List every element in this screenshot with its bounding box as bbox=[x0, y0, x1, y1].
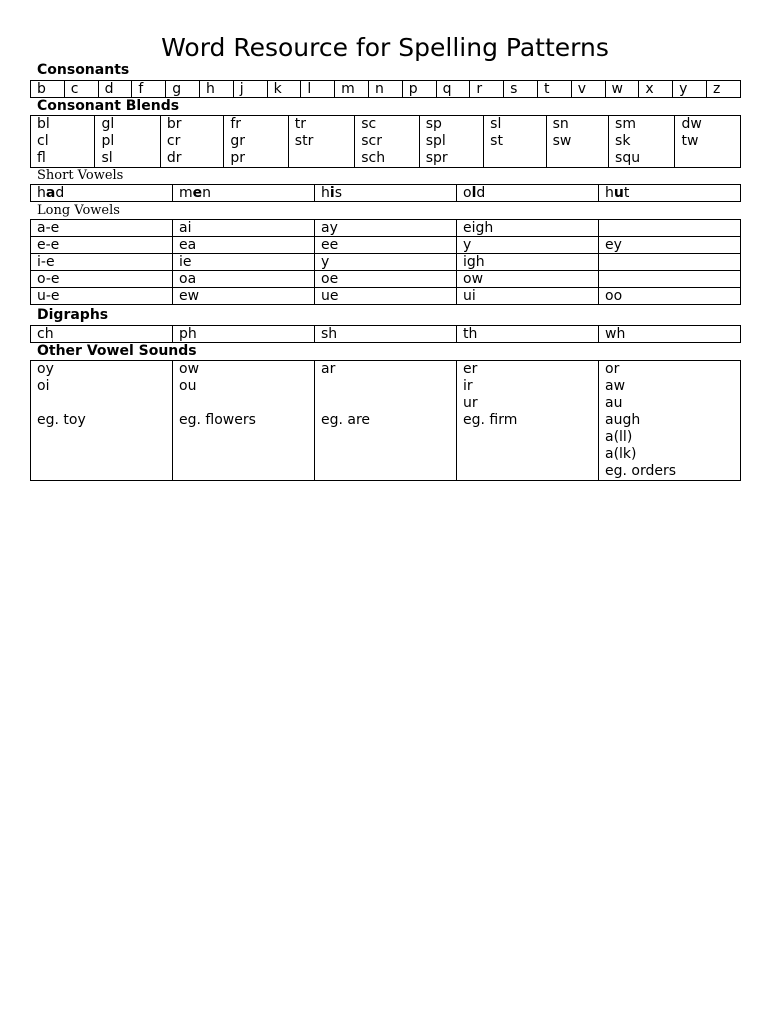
long-vowel-cell: ue bbox=[315, 288, 457, 305]
other-vowel-item bbox=[321, 429, 456, 446]
table-row bbox=[31, 288, 741, 305]
other-vowel-item: ow bbox=[179, 361, 200, 377]
consonant-cell: h bbox=[199, 81, 233, 98]
blend-item: dr bbox=[166, 150, 182, 166]
long-vowel-cell: igh bbox=[457, 254, 599, 271]
blend-item: br bbox=[166, 116, 182, 132]
other-vowel-item: aw bbox=[605, 378, 626, 394]
consonant-cell: n bbox=[368, 81, 402, 98]
short-vowels-table bbox=[30, 184, 741, 202]
other-vowel-item: ur bbox=[463, 395, 478, 411]
consonant-cell: q bbox=[436, 81, 470, 98]
short-vowel-cell bbox=[315, 185, 457, 202]
short-vowels-heading: Short Vowels bbox=[37, 168, 124, 183]
other-vowel-item bbox=[463, 463, 598, 480]
digraphs-table bbox=[30, 325, 741, 343]
blend-item: fr bbox=[230, 116, 242, 132]
other-vowel-item: ir bbox=[463, 378, 473, 394]
blend-item: squ bbox=[615, 150, 641, 166]
consonant-cell: t bbox=[537, 81, 571, 98]
blend-cell bbox=[355, 116, 419, 168]
table-row bbox=[31, 237, 741, 254]
consonant-cell: l bbox=[301, 81, 335, 98]
blend-item: sm bbox=[615, 116, 636, 132]
long-vowel-cell bbox=[599, 271, 741, 288]
digraph-cell: wh bbox=[599, 326, 741, 343]
blend-item: sl bbox=[101, 150, 113, 166]
long-vowel-cell: ai bbox=[173, 220, 315, 237]
other-vowel-item bbox=[463, 446, 598, 463]
other-vowel-item: eg. toy bbox=[37, 412, 86, 428]
other-vowel-item: eg. are bbox=[321, 412, 371, 428]
blend-cell bbox=[288, 116, 354, 168]
blend-item: spl bbox=[425, 133, 446, 149]
blend-item: pr bbox=[230, 150, 245, 166]
blend-item: cl bbox=[37, 133, 49, 149]
blend-item: gr bbox=[230, 133, 245, 149]
blend-item: str bbox=[294, 133, 314, 149]
blend-item bbox=[295, 150, 354, 167]
other-vowel-item: eg. flowers bbox=[179, 412, 256, 428]
blend-item: sl bbox=[490, 116, 502, 132]
other-vowel-item: or bbox=[605, 361, 620, 377]
page-title: Word Resource for Spelling Patterns bbox=[161, 33, 609, 62]
consonant-blends-table bbox=[30, 115, 741, 168]
other-vowel-sounds-table bbox=[30, 360, 741, 481]
consonant-cell: w bbox=[605, 81, 639, 98]
other-vowel-item bbox=[179, 395, 314, 412]
table-row bbox=[31, 81, 741, 98]
blend-cell bbox=[484, 116, 546, 168]
long-vowel-cell: a-e bbox=[31, 220, 173, 237]
short-vowel-letter: e bbox=[192, 185, 203, 201]
consonants-heading: Consonants bbox=[37, 62, 130, 78]
digraph-cell: th bbox=[457, 326, 599, 343]
consonant-blends-heading: Consonant Blends bbox=[37, 98, 180, 114]
other-vowel-item: eg. orders bbox=[605, 463, 677, 479]
blend-item bbox=[681, 150, 740, 167]
other-vowel-item bbox=[37, 395, 172, 412]
other-vowel-item: oi bbox=[37, 378, 50, 394]
blend-cell bbox=[31, 116, 95, 168]
other-vowel-item bbox=[179, 463, 314, 480]
consonant-cell: x bbox=[639, 81, 673, 98]
other-vowel-item bbox=[321, 378, 456, 395]
short-vowel-prefix: h bbox=[321, 185, 330, 201]
digraph-cell: sh bbox=[315, 326, 457, 343]
long-vowel-cell: ow bbox=[457, 271, 599, 288]
long-vowel-cell: ey bbox=[599, 237, 741, 254]
short-vowel-suffix: t bbox=[623, 185, 630, 201]
long-vowels-heading: Long Vowels bbox=[37, 203, 120, 218]
other-vowel-item bbox=[37, 463, 172, 480]
consonant-cell: p bbox=[402, 81, 436, 98]
other-vowel-item: a(ll) bbox=[605, 429, 633, 445]
consonant-cell: s bbox=[504, 81, 538, 98]
blend-cell bbox=[546, 116, 608, 168]
other-vowel-item bbox=[37, 429, 172, 446]
other-vowel-item: a(lk) bbox=[605, 446, 637, 462]
long-vowel-cell: o-e bbox=[31, 271, 173, 288]
long-vowels-table bbox=[30, 219, 741, 305]
blend-item: spr bbox=[425, 150, 448, 166]
blend-item: scr bbox=[361, 133, 382, 149]
blend-item: sp bbox=[425, 116, 442, 132]
other-vowel-item bbox=[321, 395, 456, 412]
blend-cell bbox=[95, 116, 160, 168]
short-vowel-prefix: o bbox=[463, 185, 472, 201]
consonant-cell: r bbox=[470, 81, 504, 98]
consonant-cell: z bbox=[706, 81, 740, 98]
consonant-cell: m bbox=[335, 81, 369, 98]
table-row bbox=[31, 271, 741, 288]
long-vowel-cell: ea bbox=[173, 237, 315, 254]
short-vowel-letter: a bbox=[45, 185, 56, 201]
blend-item: sw bbox=[552, 133, 572, 149]
short-vowel-suffix: s bbox=[334, 185, 342, 201]
other-vowel-item: augh bbox=[605, 412, 641, 428]
table-row bbox=[31, 116, 741, 168]
short-vowel-letter: l bbox=[471, 185, 477, 201]
digraph-cell: ch bbox=[31, 326, 173, 343]
other-vowel-item: ar bbox=[321, 361, 336, 377]
short-vowel-suffix: d bbox=[55, 185, 65, 201]
other-vowel-item: eg. firm bbox=[463, 412, 518, 428]
other-vowel-item: oy bbox=[37, 361, 54, 377]
blend-item bbox=[553, 150, 608, 167]
blend-cell bbox=[419, 116, 483, 168]
blend-item: gl bbox=[101, 116, 115, 132]
short-vowel-letter: u bbox=[613, 185, 624, 201]
short-vowel-cell bbox=[31, 185, 173, 202]
table-row bbox=[31, 254, 741, 271]
other-vowel-cell bbox=[315, 361, 457, 481]
digraphs-heading: Digraphs bbox=[37, 307, 109, 323]
short-vowel-suffix: d bbox=[476, 185, 486, 201]
consonant-cell: y bbox=[673, 81, 707, 98]
short-vowel-prefix: h bbox=[37, 185, 46, 201]
table-row bbox=[31, 220, 741, 237]
other-vowel-sounds-heading: Other Vowel Sounds bbox=[37, 343, 197, 359]
other-vowel-item bbox=[463, 429, 598, 446]
long-vowel-cell: ie bbox=[173, 254, 315, 271]
other-vowel-item bbox=[179, 429, 314, 446]
short-vowel-suffix: n bbox=[202, 185, 212, 201]
consonant-cell: j bbox=[233, 81, 267, 98]
short-vowel-cell bbox=[457, 185, 599, 202]
short-vowel-cell bbox=[173, 185, 315, 202]
consonant-cell: d bbox=[98, 81, 132, 98]
long-vowel-cell: ui bbox=[457, 288, 599, 305]
consonant-cell: b bbox=[31, 81, 65, 98]
long-vowel-cell: oo bbox=[599, 288, 741, 305]
long-vowel-cell: e-e bbox=[31, 237, 173, 254]
blend-cell bbox=[675, 116, 741, 168]
blend-cell bbox=[160, 116, 223, 168]
other-vowel-cell bbox=[31, 361, 173, 481]
table-row bbox=[31, 185, 741, 202]
long-vowel-cell: oe bbox=[315, 271, 457, 288]
consonant-cell: v bbox=[571, 81, 605, 98]
blend-item: st bbox=[490, 133, 503, 149]
long-vowel-cell: ay bbox=[315, 220, 457, 237]
blend-item: tw bbox=[681, 133, 699, 149]
other-vowel-item bbox=[179, 446, 314, 463]
consonant-cell: k bbox=[267, 81, 301, 98]
other-vowel-item: er bbox=[463, 361, 478, 377]
blend-cell bbox=[224, 116, 288, 168]
short-vowel-letter: i bbox=[329, 185, 335, 201]
long-vowel-cell bbox=[599, 254, 741, 271]
consonant-cell: g bbox=[166, 81, 200, 98]
blend-item: fl bbox=[37, 150, 46, 166]
other-vowel-cell bbox=[599, 361, 741, 481]
other-vowel-cell bbox=[173, 361, 315, 481]
blend-item: dw bbox=[681, 116, 702, 132]
long-vowel-cell bbox=[599, 220, 741, 237]
blend-item: sn bbox=[552, 116, 569, 132]
other-vowel-item: ou bbox=[179, 378, 197, 394]
long-vowel-cell: oa bbox=[173, 271, 315, 288]
consonants-table bbox=[30, 80, 741, 98]
long-vowel-cell: ew bbox=[173, 288, 315, 305]
long-vowel-cell: ee bbox=[315, 237, 457, 254]
consonant-cell: c bbox=[64, 81, 98, 98]
blend-item: bl bbox=[37, 116, 50, 132]
other-vowel-item bbox=[321, 463, 456, 480]
blend-item: pl bbox=[101, 133, 115, 149]
blend-cell bbox=[609, 116, 675, 168]
long-vowel-cell: y bbox=[457, 237, 599, 254]
long-vowel-cell: eigh bbox=[457, 220, 599, 237]
short-vowel-prefix: h bbox=[605, 185, 614, 201]
blend-item: tr bbox=[294, 116, 307, 132]
blend-item: sch bbox=[361, 150, 386, 166]
other-vowel-cell bbox=[457, 361, 599, 481]
long-vowel-cell: i-e bbox=[31, 254, 173, 271]
other-vowel-item bbox=[321, 446, 456, 463]
long-vowel-cell: y bbox=[315, 254, 457, 271]
short-vowel-cell bbox=[599, 185, 741, 202]
table-row bbox=[31, 361, 741, 481]
other-vowel-item bbox=[37, 446, 172, 463]
table-row bbox=[31, 326, 741, 343]
other-vowel-item: au bbox=[605, 395, 623, 411]
blend-item: sc bbox=[361, 116, 377, 132]
consonant-cell: f bbox=[132, 81, 166, 98]
blend-item bbox=[490, 150, 545, 167]
long-vowel-cell: u-e bbox=[31, 288, 173, 305]
blend-item: sk bbox=[615, 133, 631, 149]
blend-item: cr bbox=[166, 133, 181, 149]
short-vowel-prefix: m bbox=[179, 185, 193, 201]
digraph-cell: ph bbox=[173, 326, 315, 343]
